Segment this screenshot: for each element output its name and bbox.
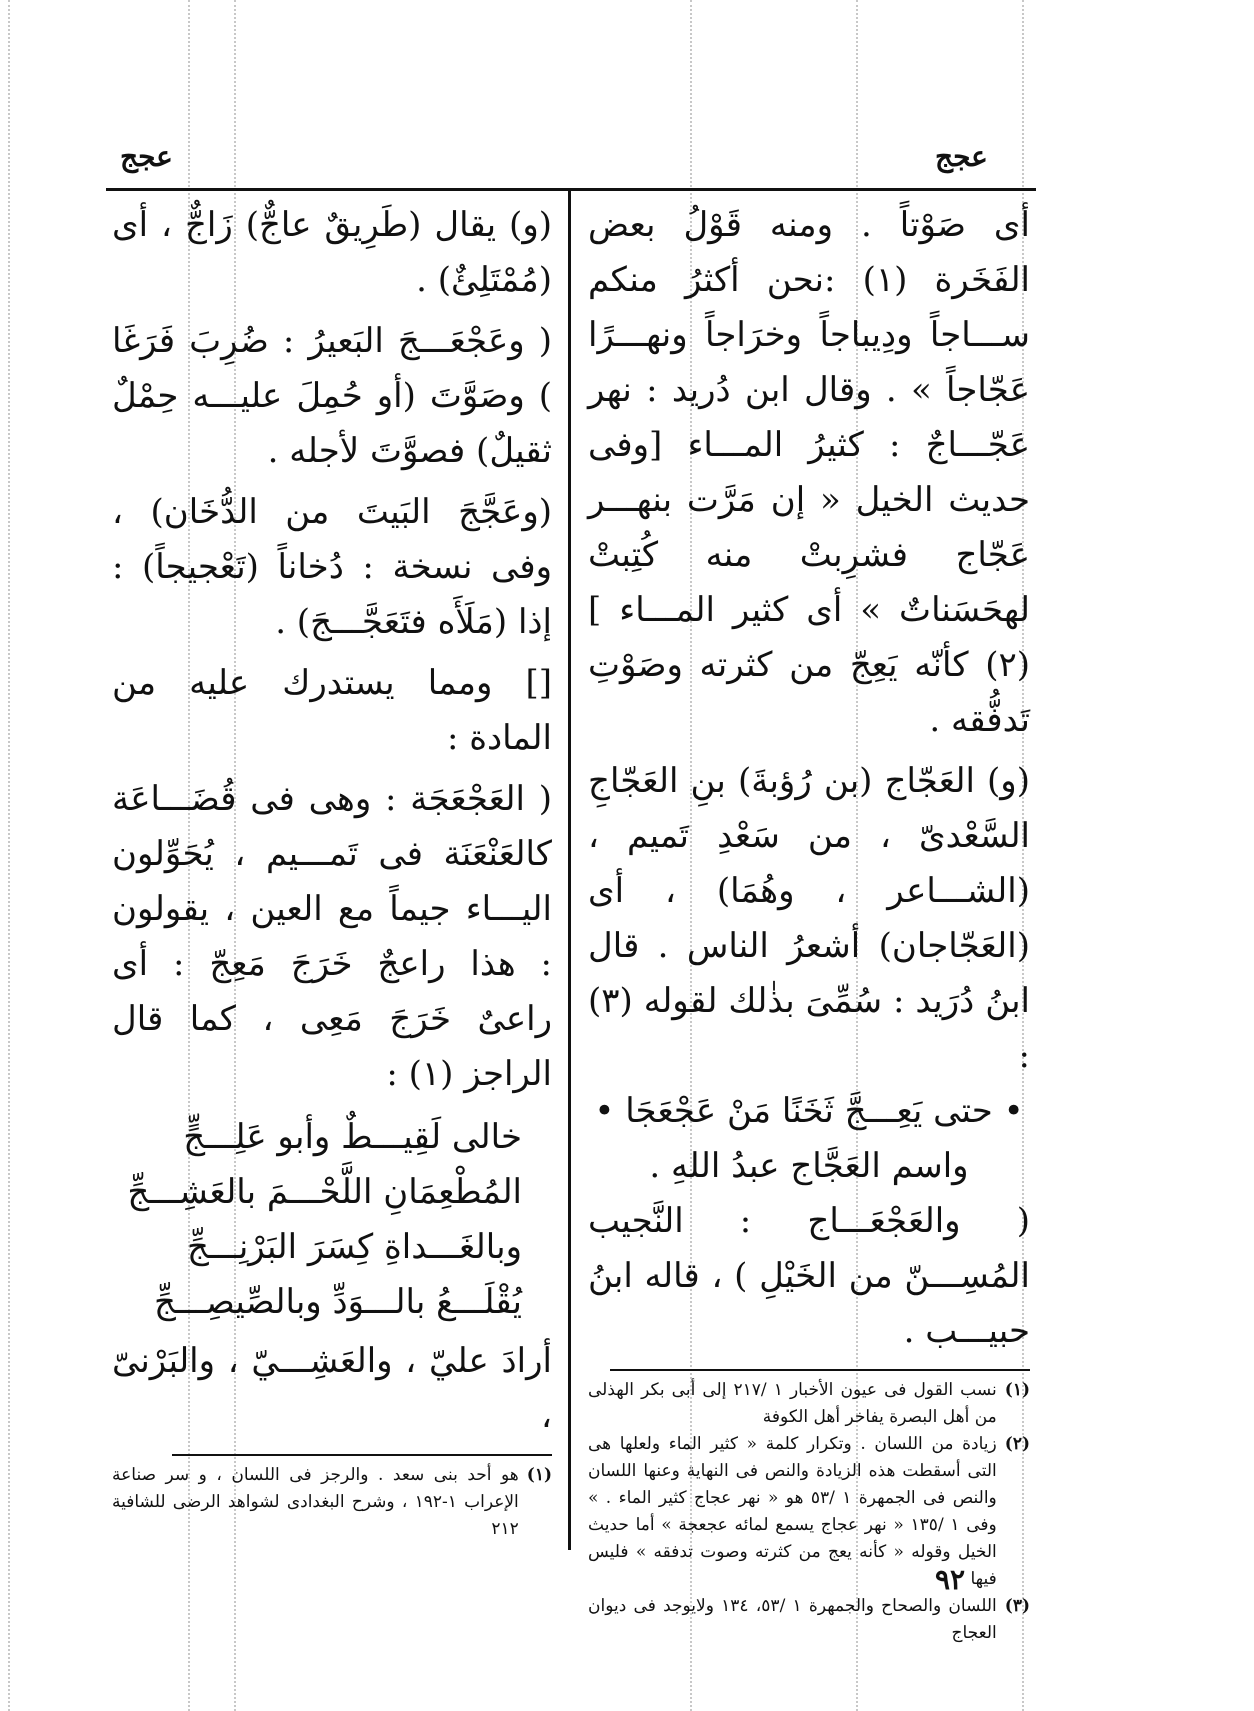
footnote bbox=[112, 1462, 552, 1543]
body-paragraph: ( العَجْعَجَة : وهى فى قُضَـــاعَة كالعَنْعَنَة فى تَمـــيم ، يُحَوِّلون اليـــاء جيماً مع العين ، يقولون : هذا راعجٌ خَرَجَ مَعِجّ : أى راعىٌ خَرَجَ مَعِى ، كما قال الراجز (١) : bbox=[112, 779, 552, 1094]
footnote-text: اللسان والصحاح والجمهرة ١ /٥٣، ١٣٤ ولايوجد فى ديوان العجاج bbox=[588, 1596, 997, 1643]
footnote bbox=[588, 1377, 1030, 1431]
verse-line: • حتى يَعِـــجَّ ثَخَنًا مَنْ عَجْعَجَا • bbox=[594, 1091, 1024, 1131]
body-paragraph: [] ومما يستدرك عليه من المادة : bbox=[112, 663, 552, 758]
footnote-rule bbox=[610, 1369, 1030, 1371]
body-paragraph: (وعَجَّجَ البَيتَ من الدُّخَان) ، وفى نسخة : دُخاناً (تَعْجيجاً) : إذا (مَلَأَه فتَعَجَّـــجَ) . bbox=[112, 492, 552, 642]
left-column bbox=[112, 198, 552, 1543]
header-rule bbox=[106, 188, 1036, 191]
footnote-number: (٢) bbox=[1004, 1434, 1030, 1454]
verse-line: المُطْعِمَانِ اللَّحْـــمَ بالعَشِـــجِّ bbox=[127, 1172, 522, 1212]
page-number: ٩٢ bbox=[935, 1563, 966, 1596]
running-header-right: عجج bbox=[935, 140, 988, 173]
body-paragraph: أرادَ عليّ ، والعَشِـــيّ ، والبَرْنىّ ، bbox=[112, 1341, 552, 1436]
body-paragraph: أى صَوْتاً . ومنه قَوْلُ بعض الفَخَرة (١) :نحن أكثرُ منكم ســـاجاً ودِيباجاً وخرَاجاً ونهـــرًا عَجّاجاً » . وقال ابن دُريد : نهر عَجّـــاجٌ : كثيرُ المـــاء [وفى حديث الخيل « إن مَرَّت بنهـــر عَجّاج فشرِبتْ منه كُتِبتْ لهحَسَناتٌ » أى كثير المـــاء ] (٢) كأنّه يَعِجّ من كثرته وصَوْتِ تَدفُّقه . bbox=[588, 205, 1030, 740]
footnote bbox=[588, 1593, 1030, 1647]
right-column bbox=[588, 198, 1030, 1647]
footnote-text: نسب القول فى عيون الأخبار ١ /٢١٧ إلى أبى بكر الهذلى من أهل البصرة يفاخر أهل الكوفة bbox=[588, 1380, 997, 1427]
running-header-left: عجج bbox=[120, 140, 173, 173]
footnote-number: (١) bbox=[1004, 1380, 1030, 1400]
poem bbox=[112, 1110, 552, 1330]
footnote-rule bbox=[172, 1454, 552, 1456]
body-paragraph: (و) يقال (طَرِيقٌ عاجٌّ) زَاجٌّ ، أى (مُمْتَلِئٌ) . bbox=[112, 205, 552, 300]
body-paragraph: ( والعَجْعَـــاج : النَّجيب المُسِـــنّ من الخَيْلِ ) ، قاله ابنُ حبيـــب . bbox=[588, 1201, 1030, 1351]
footnote-text: زيادة من اللسان . وتكرار كلمة « كثير الماء ولعلها هى التى أسقطت هذه الزيادة والنص فى النهاية وعنها اللسان والنص فى الجمهرة ١ /٥٣ هو « نهر عجاج كثير الماء . » وفى ١ /١٣٥ « نهر عجاج يسمع لمائه عجعجة » أما حديث الخيل وقوله « كأنه يعج من كثرته وصوت تدفقه » فليس فيها bbox=[588, 1434, 997, 1589]
verse-line: يُقْلَـــعُ بالـــوَدِّ وبالصِّيصِـــجِّ bbox=[154, 1282, 522, 1322]
footnotes bbox=[112, 1462, 552, 1543]
column-divider bbox=[568, 190, 571, 1550]
scan-dots-line bbox=[8, 0, 10, 1711]
body-paragraph: ( وعَجْعَـــجَ البَعيرُ : ضُرِبَ فَرَغَا ) وصَوَّتَ (أو حُمِلَ عليـــه حِمْلٌ ثقيلٌ) فصوَّتَ لأجله . bbox=[112, 321, 552, 471]
verse-line: وبالغَـــداةِ كِسَرَ البَرْنِـــجِّ bbox=[186, 1227, 522, 1267]
footnote-number: (٣) bbox=[1004, 1596, 1030, 1616]
footnotes bbox=[588, 1377, 1030, 1647]
footnote-number: (١) bbox=[526, 1465, 552, 1485]
body-paragraph: (و) العَجّاج (بن رُؤبةَ) بنِ العَجّاجِ السَّعْدىّ ، من سَعْدِ تَميم ، (الشـــاعر ، وهُمَا) ، أى (العَجّاجان) أشعرُ الناس . قال ابنُ دُرَيد : سُمِّىَ بذٰلك لقوله (٣) : bbox=[588, 761, 1030, 1076]
body-line: واسم العَجَّاج عبدُ اللهِ . bbox=[649, 1146, 969, 1186]
footnote-text: هو أحد بنى سعد . والرجز فى اللسان ، و سر صناعة الإعراب ١-١٩٢ ، وشرح البغدادى لشواهد الرضى للشافية ٢١٢ bbox=[112, 1465, 519, 1539]
verse-line: خالى لَقِيـــطٌ وأبو عَلِـــجٍّ bbox=[183, 1117, 522, 1157]
